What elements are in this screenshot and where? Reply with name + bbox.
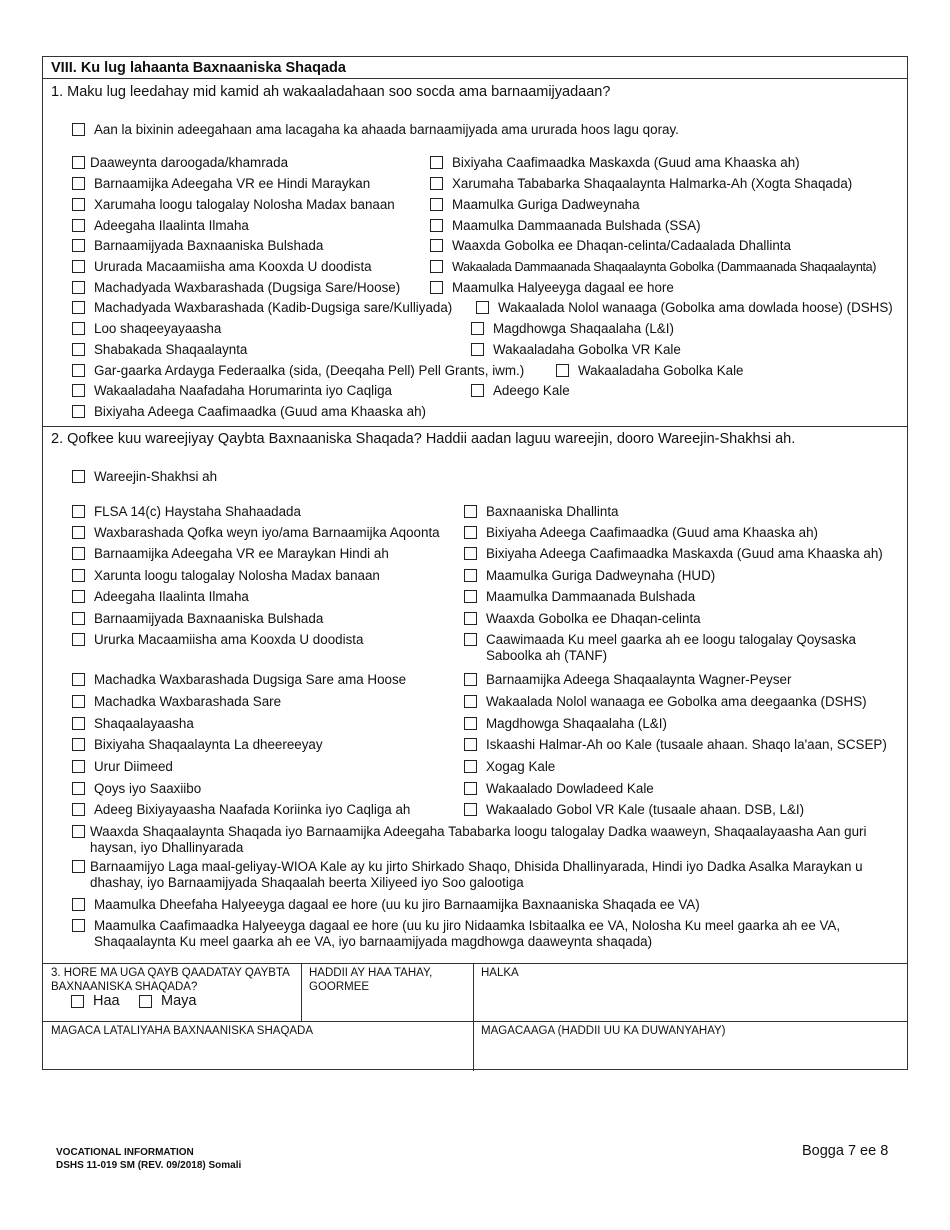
option-label: Xogag Kale	[486, 759, 556, 774]
checkbox-box[interactable]	[72, 322, 85, 335]
checkbox-box[interactable]	[464, 505, 477, 518]
checkbox-box[interactable]	[72, 860, 85, 873]
divider	[301, 963, 302, 1021]
no-label: Maya	[161, 993, 197, 1009]
option-label: Wakaalado Dowladeed Kale	[486, 781, 654, 796]
checkbox-box[interactable]	[464, 612, 477, 625]
checkbox-box[interactable]	[72, 760, 85, 773]
option-label: Waxbarashada Qofka weyn iyo/ama Barnaamijka Aqoonta	[94, 525, 440, 540]
divider	[473, 963, 474, 1071]
counselor-name-label: MAGACA LATALIYAHA BAXNAANISKA SHAQADA	[51, 1025, 314, 1037]
option-label: Baxnaaniska Dhallinta	[486, 504, 619, 519]
option-label: Gar-gaarka Ardayga Federaalka (sida, (Deeqaha Pell) Pell Grants, iwm.)	[94, 363, 525, 378]
option-label: Maamulka Dammaanada Bulshada	[486, 589, 696, 604]
option-label: Adeegaha Ilaalinta Ilmaha	[94, 218, 249, 233]
option-label: Aan la bixinin adeegahaan ama lacagaha ka ahaada barnaamijyada ama ururada hoos lagu qoray.	[94, 122, 679, 137]
checkbox-box[interactable]	[72, 898, 85, 911]
checkbox-box[interactable]	[72, 919, 85, 932]
checkbox-box[interactable]	[72, 301, 85, 314]
checkbox-box[interactable]	[72, 343, 85, 356]
checkbox-box[interactable]	[464, 695, 477, 708]
option-label: Magdhowga Shaqaalaha (L&I)	[486, 716, 667, 731]
option-label: FLSA 14(c) Haystaha Shahaadada	[94, 504, 301, 519]
option-label: Bixiyaha Shaqaalaynta La dheereeyay	[94, 737, 323, 752]
checkbox-box[interactable]	[72, 695, 85, 708]
checkbox-box[interactable]	[430, 198, 443, 211]
footer-form-number: DSHS 11-019 SM (REV. 09/2018) Somali	[56, 1160, 242, 1171]
checkbox-box[interactable]	[430, 219, 443, 232]
when-field-label: HADDII AY HAA TAHAY, GOORMEE	[309, 967, 433, 993]
checkbox-box[interactable]	[464, 547, 477, 560]
option-label: Wakaalada Dammaanada Shaqaalaynta Gobolka (Dammaanada Shaqaalaynta)	[452, 260, 877, 274]
option-label: Caawimaada Ku meel gaarka ah ee loogu talogalay Qoysaska Saboolka ah (TANF)	[486, 632, 856, 663]
option-label: Adeegaha Ilaalinta Ilmaha	[94, 589, 249, 604]
option-label: Bixiyaha Caafimaadka Maskaxda (Guud ama Khaaska ah)	[452, 155, 800, 170]
option-label: Loo shaqeeyayaasha	[94, 321, 222, 336]
checkbox-box[interactable]	[476, 301, 489, 314]
checkbox-box[interactable]	[464, 673, 477, 686]
checkbox-box[interactable]	[72, 569, 85, 582]
divider	[43, 1021, 907, 1022]
checkbox-box[interactable]	[72, 123, 85, 136]
checkbox-box[interactable]	[464, 782, 477, 795]
checkbox-box[interactable]	[430, 239, 443, 252]
checkbox-box[interactable]	[464, 760, 477, 773]
option-label: Wakaaladaha Naafadaha Horumarinta iyo Caqliga	[94, 383, 392, 398]
option-label: Wakaalado Gobol VR Kale (tusaale ahaan. DSB, L&I)	[486, 802, 805, 817]
checkbox-box[interactable]	[430, 260, 443, 273]
option-label: Machadyada Waxbarashada (Kadib-Dugsiga sare/Kulliyada)	[94, 300, 453, 315]
checkbox-box[interactable]	[72, 547, 85, 560]
option-label: Xarunta loogu talogalay Nolosha Madax banaan	[94, 568, 380, 583]
option-label: Bixiyaha Adeega Caafimaadka Maskaxda (Guud ama Khaaska ah)	[486, 546, 883, 561]
checkbox-box[interactable]	[72, 219, 85, 232]
form-section-viii	[42, 56, 908, 1070]
option-label: Barnaamijyada Baxnaaniska Bulshada	[94, 611, 324, 626]
checkbox-box[interactable]	[72, 405, 85, 418]
checkbox-box[interactable]	[72, 803, 85, 816]
option-label: Machadka Waxbarashada Dugsiga Sare ama Hoose	[94, 672, 407, 687]
option-label: Shabakada Shaqaalaynta	[94, 342, 248, 357]
checkbox-box[interactable]	[72, 505, 85, 518]
option-label: Barnaamijka Adeega Shaqaalaynta Wagner-Peyser	[486, 672, 792, 687]
checkbox-box[interactable]	[464, 738, 477, 751]
divider	[43, 78, 907, 79]
option-label: Maamulka Dheefaha Halyeeyga dagaal ee hore (uu ku jiro Barnaamijka Baxnaaniska Shaqada ee VA)	[94, 897, 700, 912]
option-label: Waaxda Gobolka ee Dhaqan-celinta/Cadaalada Dhallinta	[452, 238, 791, 253]
checkbox-box[interactable]	[72, 177, 85, 190]
page-number: Bogga 7 ee 8	[802, 1143, 889, 1159]
option-label: Barnaamijka Adeegaha VR ee Maraykan Hindi ah	[94, 546, 389, 561]
checkbox-box[interactable]	[72, 260, 85, 273]
divider	[43, 426, 907, 427]
section-title: VIII. Ku lug lahaanta Baxnaaniska Shaqada	[51, 60, 346, 76]
option-label: Qoys iyo Saaxiibo	[94, 781, 202, 796]
option-label: Shaqaalayaasha	[94, 716, 194, 731]
option-label: Bixiyaha Adeega Caafimaadka (Guud ama Khaaska ah)	[94, 404, 426, 419]
option-label: Wareejin-Shakhsi ah	[94, 469, 218, 484]
checkbox-box[interactable]	[464, 717, 477, 730]
checkbox-box[interactable]	[139, 995, 152, 1008]
checkbox-box[interactable]	[556, 364, 569, 377]
checkbox-box[interactable]	[72, 281, 85, 294]
option-label: Maamulka Dammaanada Bulshada (SSA)	[452, 218, 701, 233]
question-2: 2. Qofkee kuu wareejiyay Qaybta Baxnaaniska Shaqada? Haddii aadan laguu wareejin, dooro Wareejin-Shakhsi ah.	[51, 431, 796, 447]
option-label: Barnaamijka Adeegaha VR ee Hindi Maraykan	[94, 176, 371, 191]
checkbox-box[interactable]	[464, 633, 477, 646]
checkbox-box[interactable]	[72, 825, 85, 838]
checkbox-box[interactable]	[72, 364, 85, 377]
checkbox-box[interactable]	[430, 156, 443, 169]
option-label: Maamulka Caafimaadka Halyeeyga dagaal ee hore (uu ku jiro Nidaamka Isbitaalka ee VA, Nolosha Ku meel gaarka ah ee VA, Shaqaalaynta Ku meel gaarka ah ee VA, iyo barnaamijyada magdhowga daaweynta shaqada)	[94, 918, 841, 949]
option-label: Waaxda Gobolka ee Dhaqan-celinta	[486, 611, 701, 626]
question-1: 1. Maku lug leedahay mid kamid ah wakaaladahaan soo socda ama barnaamijyadaan?	[51, 84, 611, 100]
option-label: Urur Diimeed	[94, 759, 173, 774]
yes-label: Haa	[93, 993, 120, 1009]
checkbox-box[interactable]	[72, 384, 85, 397]
your-name-label: MAGACAAGA (HADDII UU KA DUWANYAHAY)	[481, 1025, 726, 1037]
checkbox-box[interactable]	[430, 281, 443, 294]
option-label: Machadka Waxbarashada Sare	[94, 694, 282, 709]
checkbox-box[interactable]	[471, 384, 484, 397]
divider	[43, 963, 907, 964]
checkbox-box[interactable]	[72, 590, 85, 603]
option-label: Xarumaha loogu talogalay Nolosha Madax banaan	[94, 197, 395, 212]
checkbox-box[interactable]	[71, 995, 84, 1008]
checkbox-box[interactable]	[72, 673, 85, 686]
option-label: Wakaaladaha Gobolka Kale	[578, 363, 744, 378]
checkbox-box[interactable]	[464, 569, 477, 582]
option-label: Bixiyaha Adeega Caafimaadka (Guud ama Khaaska ah)	[486, 525, 818, 540]
checkbox-box[interactable]	[72, 738, 85, 751]
checkbox-box[interactable]	[72, 633, 85, 646]
previous-participation-label: 3. HORE MA UGA QAYB QAADATAY QAYBTA BAXNAANISKA SHAQADA?	[51, 967, 290, 993]
option-label: Maamulka Guriga Dadweynaha (HUD)	[486, 568, 716, 583]
option-label: Wakaalada Nolol wanaaga ee Gobolka ama deegaanka (DSHS)	[486, 694, 867, 709]
checkbox-box[interactable]	[72, 239, 85, 252]
checkbox-box[interactable]	[471, 343, 484, 356]
checkbox-box[interactable]	[72, 526, 85, 539]
checkbox-box[interactable]	[430, 177, 443, 190]
checkbox-box[interactable]	[72, 717, 85, 730]
checkbox-box[interactable]	[471, 322, 484, 335]
checkbox-box[interactable]	[464, 590, 477, 603]
option-label: Daaweynta daroogada/khamrada	[90, 155, 289, 170]
checkbox-box[interactable]	[464, 526, 477, 539]
option-label: Ururka Macaamiisha ama Kooxda U doodista	[94, 632, 364, 647]
option-label: Xarumaha Tababarka Shaqaalaynta Halmarka-Ah (Xogta Shaqada)	[452, 176, 853, 191]
checkbox-box[interactable]	[72, 198, 85, 211]
checkbox-box[interactable]	[72, 156, 85, 169]
option-label: Wakaaladaha Gobolka VR Kale	[493, 342, 681, 357]
option-label: Adeeg Bixiyayaasha Naafada Koriinka iyo Caqliga ah	[94, 802, 411, 817]
option-label: Ururada Macaamiisha ama Kooxda U doodista	[94, 259, 372, 274]
option-label: Barnaamijyada Baxnaaniska Bulshada	[94, 238, 324, 253]
where-field-label: HALKA	[481, 967, 519, 979]
option-label: Iskaashi Halmar-Ah oo Kale (tusaale ahaan. Shaqo la'aan, SCSEP)	[486, 737, 887, 752]
option-label: Magdhowga Shaqaalaha (L&I)	[493, 321, 674, 336]
option-label: Machadyada Waxbarashada (Dugsiga Sare/Hoose)	[94, 280, 401, 295]
form-footer	[56, 1146, 241, 1172]
option-label: Adeego Kale	[493, 383, 570, 398]
checkbox-box[interactable]	[72, 470, 85, 483]
option-label: Waaxda Shaqaalaynta Shaqada iyo Barnaamijka Adeegaha Tababarka loogu talogalay Dadka waaweyn, Shaqaalayaasha Aan guri haysan, iyo Dhallinyarada	[90, 824, 867, 855]
option-label: Barnaamijyo Laga maal-geliyay-WIOA Kale ay ku jirto Shirkado Shaqo, Dhisida Dhallinyarada, Hindi iyo Dadka Asalka Maraykan u dhashay, iyo Barnaamijyada Shaqaalah beerta Xiliyeed iyo Soo galootiga	[90, 859, 863, 890]
option-label: Maamulka Guriga Dadweynaha	[452, 197, 640, 212]
checkbox-box[interactable]	[72, 782, 85, 795]
option-label: Wakaalada Nolol wanaaga (Gobolka ama dowlada hoose) (DSHS)	[498, 300, 893, 315]
checkbox-box[interactable]	[72, 612, 85, 625]
checkbox-box[interactable]	[464, 803, 477, 816]
option-label: Maamulka Halyeeyga dagaal ee hore	[452, 280, 674, 295]
footer-form-title: VOCATIONAL INFORMATION	[56, 1147, 194, 1158]
